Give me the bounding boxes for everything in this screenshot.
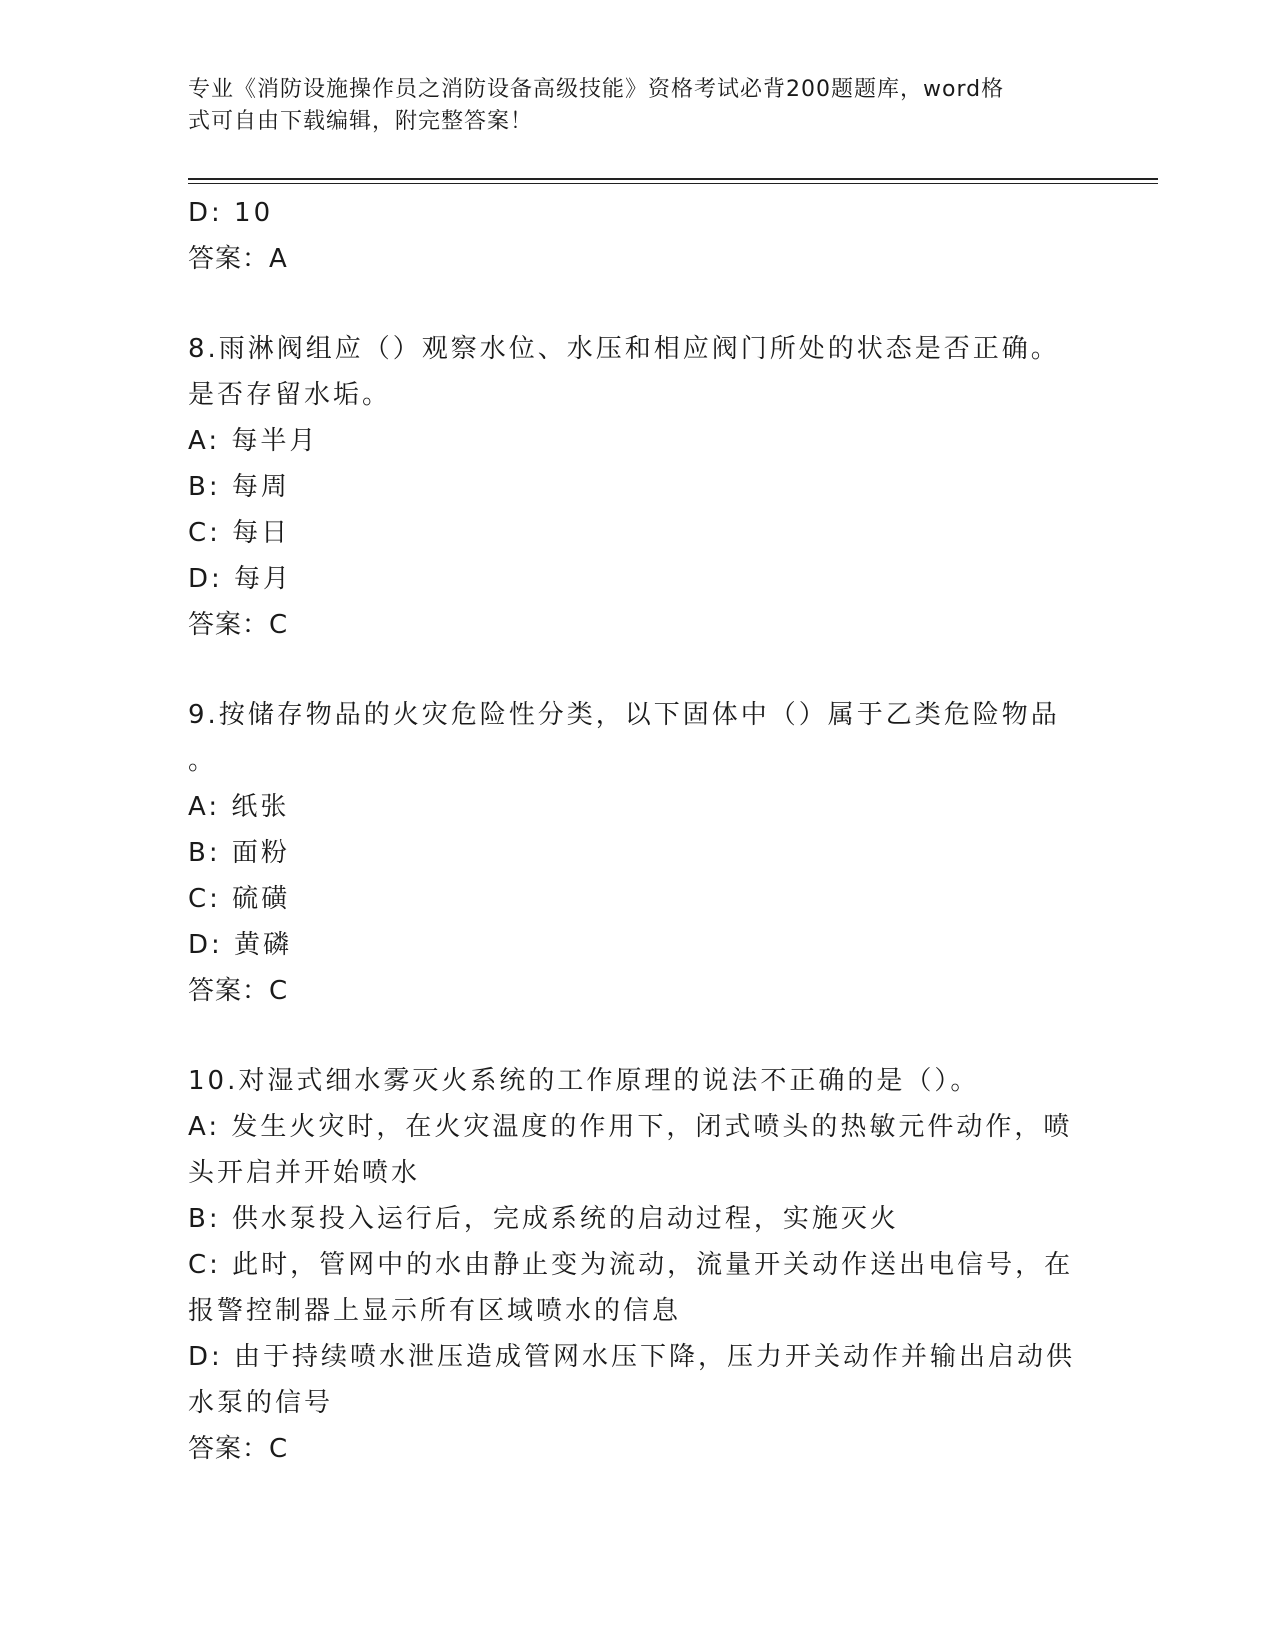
q8-answer: 答案：C	[188, 610, 289, 640]
q9-stem-line-1: 9.按储存物品的火灾危险性分类，以下固体中（）属于乙类危险物品	[188, 700, 1060, 730]
page-header	[188, 74, 1068, 138]
q8-option-c: C: 每日	[188, 518, 291, 548]
q10-answer: 答案：C	[188, 1434, 289, 1464]
q9-option-a: A: 纸张	[188, 792, 290, 822]
q7-answer: 答案：A	[188, 244, 288, 274]
q9-answer: 答案：C	[188, 976, 289, 1006]
header-divider-thin	[188, 183, 1158, 184]
q8-option-d: D: 每月	[188, 564, 293, 594]
q10-option-a-line-2: 头开启并开始喷水	[188, 1158, 421, 1188]
q7-option-d: D: 10	[188, 198, 274, 228]
q9-stem-line-2: 。	[188, 746, 218, 776]
spacer	[188, 1014, 1078, 1058]
q8-option-a: A: 每半月	[188, 426, 319, 456]
question-8	[188, 326, 1078, 648]
header-divider-thick	[188, 178, 1158, 180]
q8-stem-line-1: 8.雨淋阀组应（）观察水位、水压和相应阀门所处的状态是否正确。	[188, 334, 1060, 364]
spacer	[188, 648, 1078, 692]
q10-option-c-line-1: C: 此时，管网中的水由静止变为流动，流量开关动作送出电信号，在	[188, 1250, 1074, 1280]
q10-option-c-line-2: 报警控制器上显示所有区域喷水的信息	[188, 1296, 682, 1326]
question-10	[188, 1058, 1078, 1472]
q9-option-c: C: 硫磺	[188, 884, 291, 914]
spacer	[188, 282, 1078, 326]
question-7	[188, 190, 1078, 282]
q8-option-b: B: 每周	[188, 472, 290, 502]
q10-option-d-line-1: D: 由于持续喷水泄压造成管网水压下降，压力开关动作并输出启动供	[188, 1342, 1076, 1372]
header-line-1: 专业《消防设施操作员之消防设备高级技能》资格考试必背200题题库，word格	[188, 77, 1005, 102]
header-line-2: 式可自由下载编辑，附完整答案！	[188, 109, 534, 134]
question-list	[188, 190, 1078, 1472]
q9-option-b: B: 面粉	[188, 838, 290, 868]
q10-stem-line-1: 10.对湿式细水雾灭火系统的工作原理的说法不正确的是（）。	[188, 1066, 980, 1096]
q10-option-d-line-2: 水泵的信号	[188, 1388, 334, 1418]
q9-option-d: D: 黄磷	[188, 930, 293, 960]
question-9	[188, 692, 1078, 1014]
q10-option-b: B: 供水泵投入运行后，完成系统的启动过程，实施灭火	[188, 1204, 899, 1234]
q8-stem-line-2: 是否存留水垢。	[188, 380, 392, 410]
q10-option-a-line-1: A: 发生火灾时，在火灾温度的作用下，闭式喷头的热敏元件动作，喷	[188, 1112, 1073, 1142]
